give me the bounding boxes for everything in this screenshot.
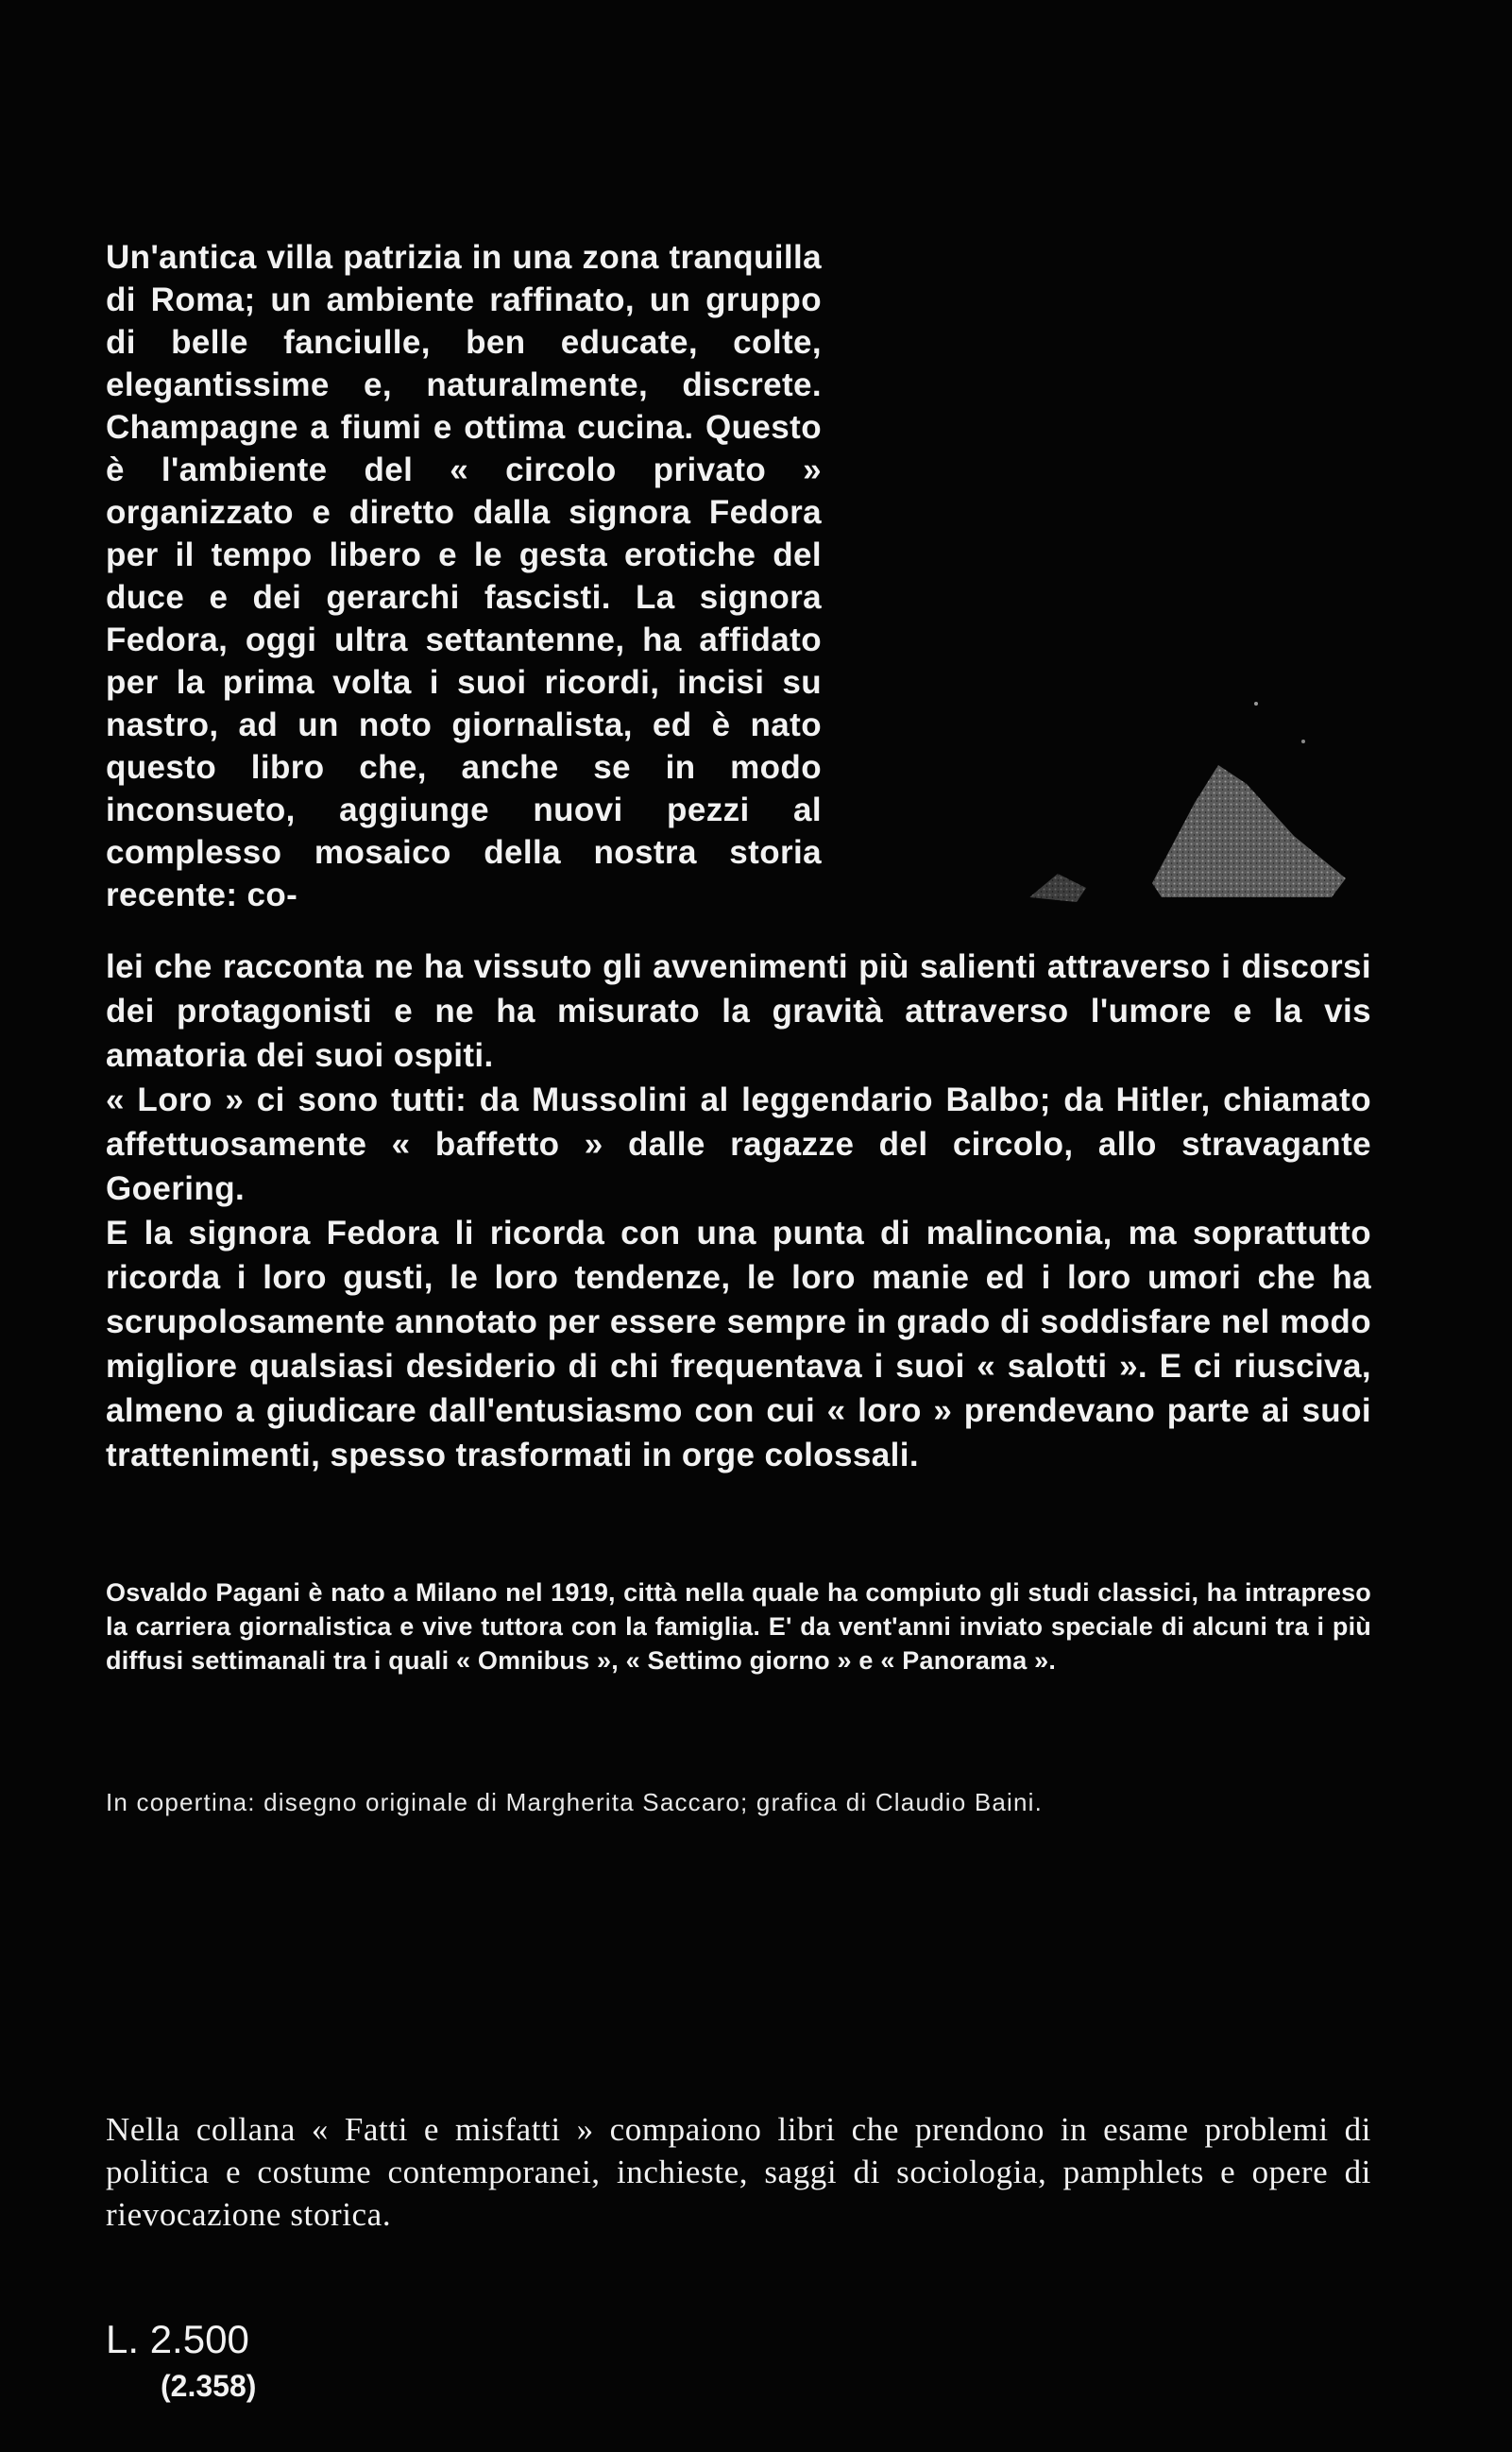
- blurb-paragraph-memories: E la signora Fedora li ricorda con una punta di malinconia, ma soprattutto ricorda i loro gusti, le loro tendenze, le loro manie ed i loro umori che ha scrupolosamente annotato per essere sempre in grado di soddisfare nel modo migliore qualsiasi desiderio di chi frequentava i suoi « salotti ». E ci riusciva, almeno a giudicare dall'entusiasmo con cui « loro » prendevano parte ai suoi trattenimenti, spesso trasformati in orge colossali.: [106, 1215, 1371, 1473]
- series-note: Nella collana « Fatti e misfatti » compaiono libri che prendono in esame problemi di politica e costume contemporanei, inchieste, saggi di sociologia, pamphlets e opere di rievocazione storica.: [106, 2111, 1371, 2233]
- author-bio: Osvaldo Pagani è nato a Milano nel 1919, città nella quale ha compiuto gli studi classici, ha intrapreso la carriera giornalistica e vive tuttora con la famiglia. E' da vent'anni inviato speciale di alcuni tra i più diffusi settimanali tra i quali « Omnibus », « Settimo giorno » e « Panorama ».: [106, 1578, 1371, 1675]
- cover-illustration-fragment: [1020, 661, 1398, 945]
- blurb-opening: Un'antica villa patrizia in una zona tranquilla di Roma; un ambiente raffinato, un gruppo di belle fanciulle, ben educate, colte, elegantissime e, naturalmente, discrete. Champagne a fiumi e ottima cucina. Questo è l'ambiente del « circolo privato » organizzato e diretto dalla signora Fedora per il tempo libero e le gesta erotiche del duce e dei gerarchi fascisti. La signora Fedora, oggi ultra settantenne, ha affidato per la prima volta i suoi ricordi, incisi su nastro, ad un noto giornalista, ed è nato questo libro che, anche se in modo inconsueto, aggiunge nuovi pezzi al complesso mosaico della nostra storia recente: co-: [106, 239, 822, 913]
- blurb-paragraph-guests: « Loro » ci sono tutti: da Mussolini al leggendario Balbo; da Hitler, chiamato affettuosamente « baffetto » dalle ragazze del circolo, allo stravagante Goering.: [106, 1081, 1371, 1207]
- price: L. 2.500: [106, 2317, 249, 2361]
- cover-credits: In copertina: disegno originale di Margherita Saccaro; grafica di Claudio Baini.: [106, 1788, 1044, 1816]
- blurb-continuation: lei che racconta ne ha vissuto gli avvenimenti più salienti attraverso i discorsi dei protagonisti e ne ha misurato la gravità attraverso l'umore e la vis amatoria dei suoi ospiti.: [106, 948, 1371, 1074]
- price-code: (2.358): [161, 2369, 257, 2403]
- blurb-continued: [106, 945, 1371, 1477]
